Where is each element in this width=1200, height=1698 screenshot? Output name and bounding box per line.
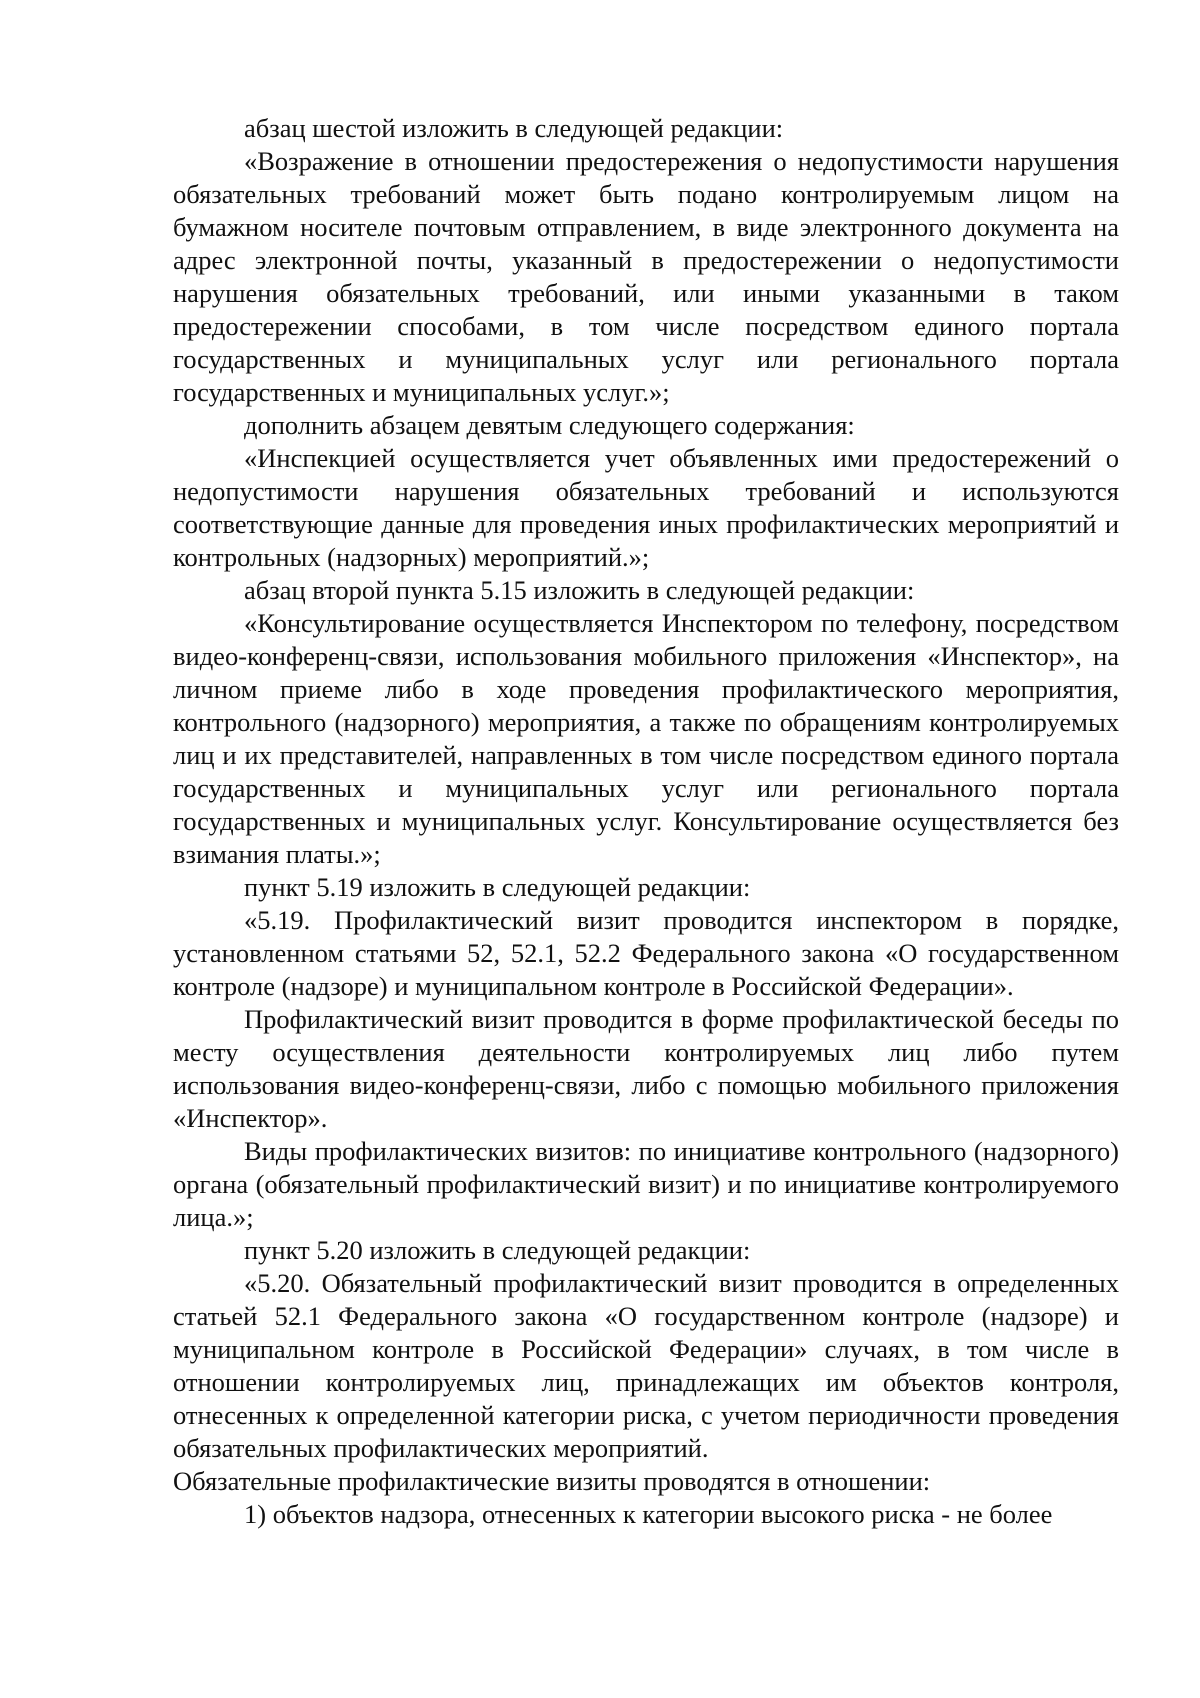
paragraph-12: «5.20. Обязательный профилактический визит проводится в определенных статьей 52.1 Федерального закона «О государственном контроле (надзоре) и муниципальном контроле в Российской Федерации» случаях, в том числе в отношении контролируемых лиц, принадлежащих им объектов контроля, отнесенных к определенной категории риска, с учетом периодичности проведения обязательных профилактических мероприятий. (173, 1268, 1119, 1463)
paragraph-8: «5.19. Профилактический визит проводится инспектором в порядке, установленном статьями 52, 52.1, 52.2 Федерального закона «О государственном контроле (надзоре) и муниципальном контроле в Российской Федерации». (173, 905, 1119, 1001)
paragraph-2: «Возражение в отношении предостережения о недопустимости нарушения обязательных требований может быть подано контролируемым лицом на бумажном носителе почтовым отправлением, в виде электронного документа на адрес электронной почты, указанный в предостережении о недопустимости нарушения обязательных требований, или иными указанными в таком предостережении способами, в том числе посредством единого портала государственных и муниципальных услуг или регионального портала государственных и муниципальных услуг.»; (173, 146, 1119, 407)
paragraph-4: «Инспекцией осуществляется учет объявленных ими предостережений о недопустимости нарушения обязательных требований и используются соответствующие данные для проведения иных профилактических мероприятий и контрольных (надзорных) мероприятий.»; (173, 443, 1119, 572)
paragraph-10: Виды профилактических визитов: по инициативе контрольного (надзорного) органа (обязательный профилактический визит) и по инициативе контролируемого лица.»; (173, 1136, 1119, 1232)
paragraph-1: абзац шестой изложить в следующей редакции: (244, 113, 784, 143)
document-page (173, 112, 1119, 1531)
paragraph-14: 1) объектов надзора, отнесенных к категории высокого риска - не более (244, 1499, 1053, 1529)
paragraph-11: пункт 5.20 изложить в следующей редакции: (244, 1235, 751, 1265)
paragraph-13: Обязательные профилактические визиты проводятся в отношении: (173, 1466, 931, 1496)
paragraph-3: дополнить абзацем девятым следующего содержания: (244, 410, 855, 440)
paragraph-9: Профилактический визит проводится в форме профилактической беседы по месту осуществления деятельности контролируемых лиц либо путем использования видео-конференц-связи, либо с помощью мобильного приложения «Инспектор». (173, 1004, 1119, 1133)
paragraph-5: абзац второй пункта 5.15 изложить в следующей редакции: (244, 575, 915, 605)
paragraph-6: «Консультирование осуществляется Инспектором по телефону, посредством видео-конференц-связи, использования мобильного приложения «Инспектор», на личном приеме либо в ходе проведения профилактического мероприятия, контрольного (надзорного) мероприятия, а также по обращениям контролируемых лиц и их представителей, направленных в том числе посредством единого портала государственных и муниципальных услуг или регионального портала государственных и муниципальных услуг. Консультирование осуществляется без взимания платы.»; (173, 608, 1119, 869)
paragraph-7: пункт 5.19 изложить в следующей редакции: (244, 872, 751, 902)
